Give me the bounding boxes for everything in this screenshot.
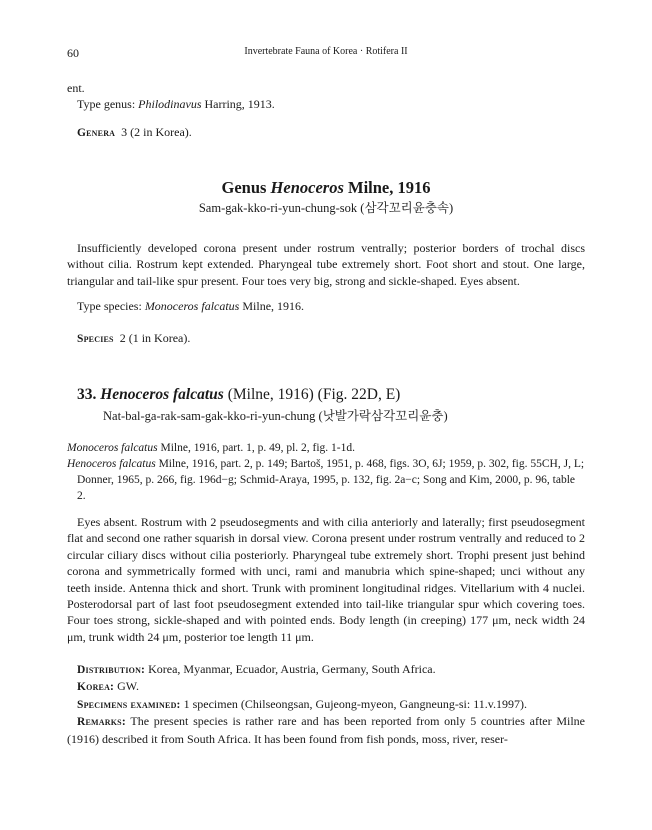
genus-heading: Genus Henoceros Milne, 1916 [221, 178, 431, 197]
specimens-line: Specimens examined: 1 specimen (Chilseongsan, Gujeong-myeon, Gangneung-si: 11.v.1997). [77, 696, 527, 711]
type-genus-name: Philodinavus [138, 97, 202, 112]
type-species-name: Monoceros falcatus [144, 299, 240, 313]
genera-count: Genera 3 (2 in Korea). [77, 125, 192, 139]
remarks-paragraph: Remarks: The present species is rather rare and has been reported from only 5 countries after Milne (1916) described it from South Africa. It has been found from fish ponds, moss, river, reser- [67, 714, 585, 746]
species-count: Species 2 (1 in Korea). [77, 331, 191, 345]
species-name: Henoceros falcatus [100, 386, 224, 403]
species-heading: 33. Henoceros falcatus (Milne, 1916) (Fig. 22D, E) [77, 386, 401, 403]
genus-name: Henoceros [270, 178, 344, 197]
genus-description: Insufficiently developed corona present under rostrum ventrally; posterior borders of trochal discs without cilia. Rostrum kept extended. Pharyngeal tube extremely short. Foot short and stout. One large, triangular and tail-like spur present. Four toes very big, strong and sickle-shaped. Eyes absent. [67, 241, 585, 288]
genera-label: Genera [77, 127, 116, 139]
synonym-entry: Monoceros falcatus Milne, 1916, part. 1, p. 49, pl. 2, fig. 1-1d. [67, 442, 356, 454]
synonymy-list [67, 440, 585, 504]
intro-continuation: ent. [67, 81, 85, 95]
type-species-line: Type species: Monoceros falcatus Milne, 1916. [77, 299, 305, 313]
distribution-line: Distribution: Korea, Myanmar, Ecuador, Austria, Germany, South Africa. [77, 662, 436, 676]
page-number: 60 [67, 46, 79, 60]
synonym-entry: Henoceros falcatus Milne, 1916, part. 2, p. 149; Bartoš, 1951, p. 468, figs. 3O, 6J; 1959, p. 302, fig. 55CH, J, L; Donner, 1965, p. 266, fig. 196d−g; Schmid-Araya, 1995, p. 132, fig. 2a−c; Song and Kim, 2000, p. 96, table 2. [67, 458, 585, 502]
running-title: Invertebrate Fauna of Korea · Rotifera II [244, 46, 408, 57]
korea-line: Korea: GW. [77, 679, 139, 694]
species-label: Species [77, 333, 114, 345]
intro-block [67, 80, 585, 113]
genus-korean-name: Sam-gak-kko-ri-yun-chung-sok (삼각꼬리윤충속) [198, 201, 454, 215]
type-genus-line: Type genus: Philodinavus Harring, 1913. [77, 97, 275, 112]
species-description: Eyes absent. Rostrum with 2 pseudosegments and with cilia anteriorly and laterally; first pseudosegment flat and second one rather squarish in dorsal view. Corona present under rostrum ventrally and reduced to 2 circular ciliary discs without cilia posteriorly. Pharyngeal tube extremely short. Trophi present just behind corona and symmetrically formed with unci, rami and manubria which spine-shaped; unci without any teeth inside. Antenna thick and short. Trunk with prominent longitudinal ridges. Vitellarium with 4 nuclei. Posterodorsal part of last foot pseudosegment extended into tail-like triangular spur which covering toes. Four toes strong, sickle-shaped and with pointed ends. Body length (in creeping) 177 μm, neck width 24 μm, trunk width 24 μm, posterior toe length 11 μm. [67, 515, 585, 644]
species-korean-name: Nat-bal-ga-rak-sam-gak-kko-ri-yun-chung (낫발가락삼각꼬리윤충) [103, 409, 448, 423]
species-number: 33. [77, 386, 97, 403]
species-records [67, 661, 585, 747]
